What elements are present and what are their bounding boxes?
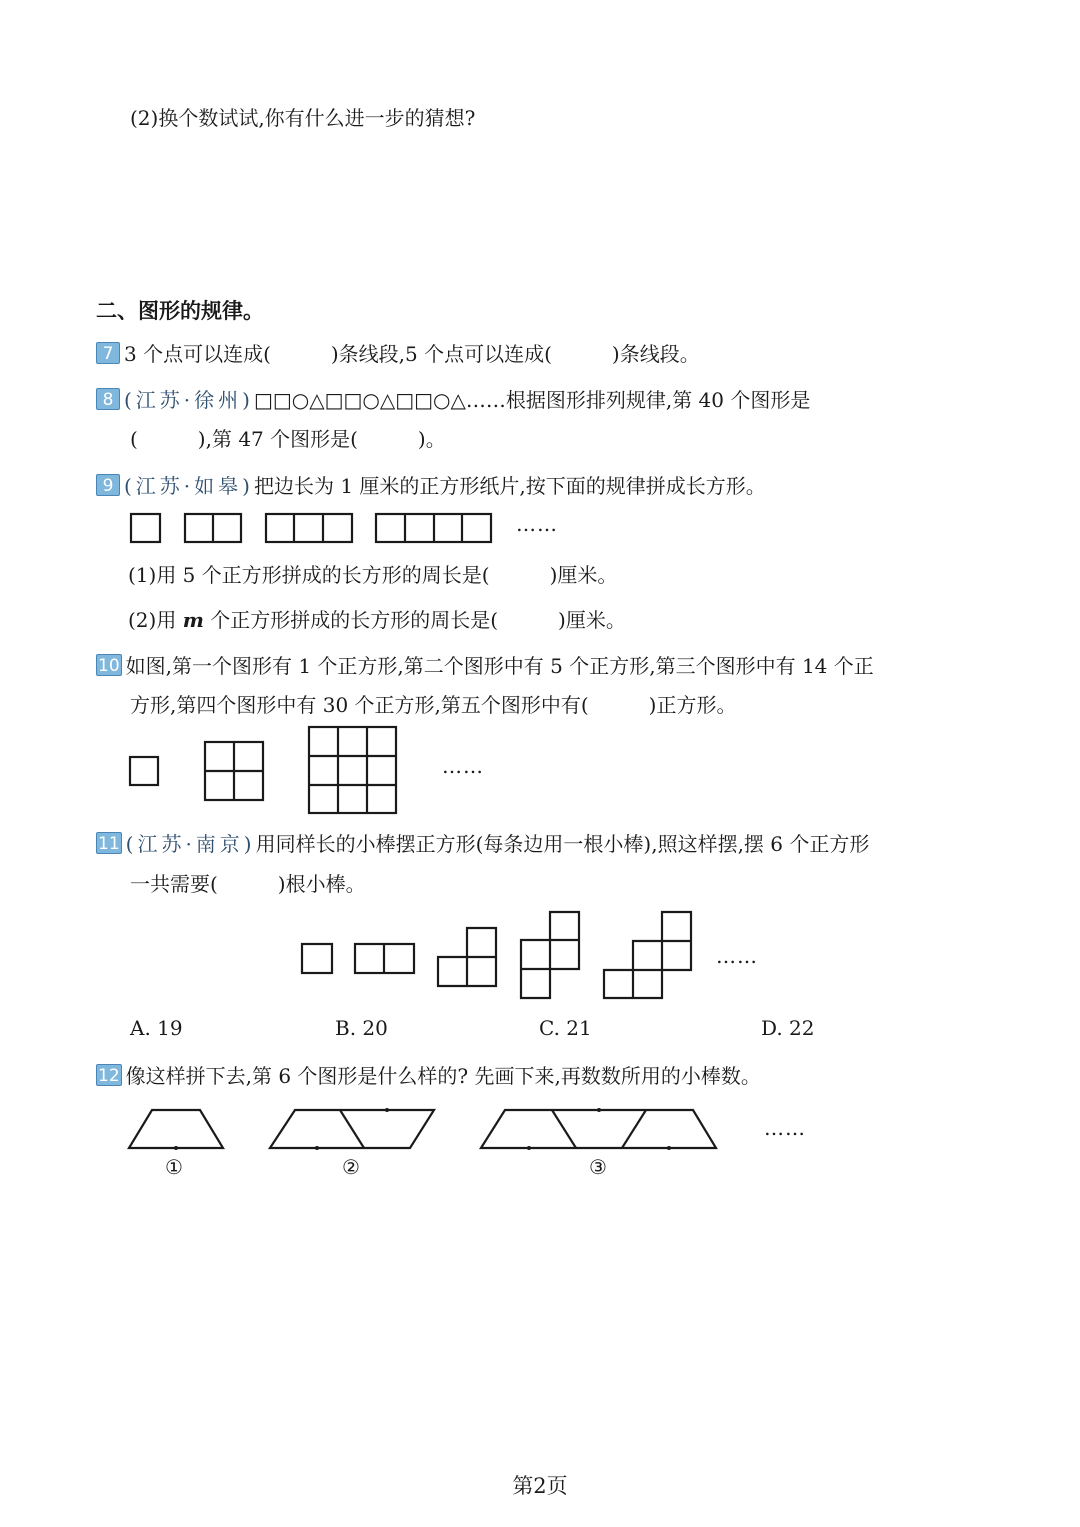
stick-figure-5 — [604, 912, 691, 998]
question-8-text: □□○△□□○△□□○△……根据图形排列规律,第 40 个图形是 — [253, 388, 811, 412]
option-b: B. 20 — [335, 1016, 388, 1040]
question-7-text: 3 个点可以连成( )条线段,5 个点可以连成( )条线段。 — [124, 342, 700, 366]
strip-1 — [131, 514, 160, 542]
question-10-text: 如图,第一个图形有 1 个正方形,第二个图形中有 5 个正方形,第三个图形中有 14 个正 — [125, 654, 874, 678]
question-9-sub-2 — [128, 606, 626, 634]
grid-figure-2 — [205, 742, 263, 800]
variable-m: m — [182, 608, 204, 632]
grid-figure-1 — [130, 757, 158, 785]
question-11 — [96, 830, 869, 858]
continuation-dots: …… — [442, 754, 484, 778]
question-number-badge: 11 — [98, 834, 120, 854]
trapezoid-figure-3 — [481, 1108, 716, 1150]
sub-2-suffix: 个正方形拼成的长方形的周长是( )厘米。 — [203, 608, 626, 632]
figure-caption-2: ② — [342, 1155, 360, 1179]
page-number: 第2页 — [512, 1474, 568, 1498]
question-10-line-2: 方形,第四个图形中有 30 个正方形,第五个图形中有( )正方形。 — [130, 693, 737, 717]
figure-caption-1: ① — [165, 1155, 183, 1179]
question-12 — [96, 1062, 761, 1090]
strip-4 — [376, 514, 491, 542]
question-number-badge: 8 — [96, 388, 120, 410]
option-a: A. 19 — [130, 1016, 183, 1040]
figure-caption-3: ③ — [589, 1155, 607, 1179]
stick-figure-4 — [521, 912, 579, 998]
option-c: C. 21 — [539, 1016, 592, 1040]
question-number-badge: 12 — [98, 1066, 120, 1086]
question-11-text: 用同样长的小棒摆正方形(每条边用一根小棒),照这样摆,摆 6 个正方形 — [255, 832, 870, 856]
grid-figure-3 — [309, 727, 396, 813]
question-number-badge: 9 — [96, 474, 120, 496]
option-d: D. 22 — [761, 1016, 815, 1040]
question-12-text: 像这样拼下去,第 6 个图形是什么样的? 先画下来,再数数所用的小棒数。 — [125, 1064, 761, 1088]
stick-figure-2 — [355, 944, 414, 973]
stick-figure-1 — [302, 944, 332, 973]
question-11-line-2: 一共需要( )根小棒。 — [130, 872, 366, 896]
section-title: 二、图形的规律。 — [96, 299, 264, 323]
question-source: (江苏·如皋) — [124, 474, 254, 498]
question-source: (江苏·徐州) — [124, 388, 254, 412]
question-number-badge: 7 — [96, 342, 120, 364]
continuation-dots: …… — [716, 944, 758, 968]
strip-3 — [266, 514, 352, 542]
trapezoid-figure-1 — [129, 1110, 223, 1150]
question-9-text: 把边长为 1 厘米的正方形纸片,按下面的规律拼成长方形。 — [253, 474, 766, 498]
question-source: (江苏·南京) — [125, 832, 256, 856]
prev-sub-question-2: (2)换个数试试,你有什么进一步的猜想? — [130, 106, 476, 130]
question-number-badge: 10 — [98, 656, 120, 676]
continuation-dots: …… — [516, 512, 558, 536]
question-8-line-2: ( ),第 47 个图形是( )。 — [130, 427, 446, 451]
trapezoid-figure-2 — [270, 1108, 434, 1150]
question-10 — [96, 652, 874, 680]
sub-2-prefix: (2)用 — [128, 608, 183, 632]
stick-figure-3 — [438, 928, 496, 986]
strip-2 — [185, 514, 241, 542]
continuation-dots: …… — [764, 1116, 806, 1140]
question-9-sub-1: (1)用 5 个正方形拼成的长方形的周长是( )厘米。 — [128, 563, 618, 587]
